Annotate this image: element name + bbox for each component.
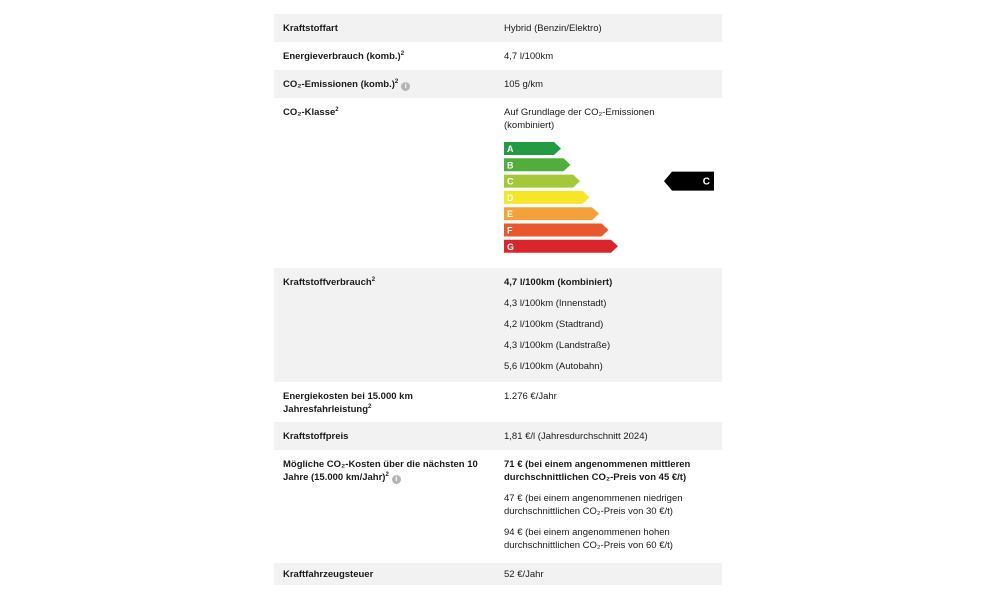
info-icon[interactable]: i bbox=[401, 82, 410, 91]
row-value: 4,7 l/100km bbox=[504, 51, 554, 62]
row-value: 52 €/Jahr bbox=[504, 569, 544, 580]
co2-class-letter-c: C bbox=[507, 176, 514, 187]
row-label: Kraftstoffverbrauch$^2$ bbox=[283, 276, 376, 288]
co2-class-letter-g: G bbox=[507, 241, 515, 252]
co2-class-letter-e: E bbox=[507, 209, 514, 220]
footnote-marker: 2 bbox=[400, 50, 405, 57]
co2-cost-medium: 71 € (bei einem angenommenen mittleren durchschnittlichen CO₂-Preis von 45 €/t) bbox=[504, 459, 691, 483]
row-value: Auf Grundlage der CO₂-Emissionen (kombiniert) bbox=[504, 107, 655, 131]
table-row-vehicle-tax bbox=[274, 563, 722, 585]
co2-class-scale bbox=[504, 142, 722, 262]
info-icon[interactable]: i bbox=[392, 475, 401, 484]
table-row-co2-emissions bbox=[274, 70, 722, 98]
co2-class-letter-f: F bbox=[507, 225, 513, 236]
row-label: CO₂-Klasse$^2$ bbox=[283, 106, 339, 118]
row-value: 1,81 €/l (Jahresdurchschnitt 2024) bbox=[504, 431, 648, 442]
co2-cost-high: 94 € (bei einem angenommenen hohen durchschnittlichen CO₂-Preis von 60 €/t) bbox=[504, 527, 673, 551]
footnote-marker: 2 bbox=[394, 78, 399, 85]
co2-class-letter-b: B bbox=[507, 160, 514, 171]
table-row-energy-consumption bbox=[274, 42, 722, 70]
table-row-fuel-price bbox=[274, 422, 722, 450]
vehicle-data-table bbox=[274, 14, 722, 585]
row-label: Energieverbrauch (komb.)$^2$ bbox=[283, 50, 405, 62]
row-label: Energiekosten bei 15.000 km Jahresfahrleistung$^2$ bbox=[283, 391, 413, 415]
row-label: Kraftstoffpreis bbox=[283, 431, 349, 442]
co2-class-bar-g bbox=[504, 240, 618, 253]
consumption-city: 4,3 l/100km (Innenstadt) bbox=[504, 298, 607, 309]
table-row-fuel-consumption bbox=[274, 268, 722, 382]
footnote-marker: 2 bbox=[385, 471, 389, 478]
row-value: 1.276 €/Jahr bbox=[504, 391, 557, 402]
row-label: CO₂-Emissionen (komb.)$^2$i bbox=[274, 70, 504, 98]
current-class-letter: C bbox=[702, 176, 710, 188]
table-row-energy-costs bbox=[274, 382, 722, 422]
footnote-marker: 2 bbox=[371, 276, 376, 283]
co2-class-bar-c bbox=[504, 175, 580, 188]
footnote-marker: 2 bbox=[368, 403, 372, 410]
row-value: Hybrid (Benzin/Elektro) bbox=[504, 23, 602, 34]
consumption-highway: 5,6 l/100km (Autobahn) bbox=[504, 361, 603, 372]
co2-class-letter-d: D bbox=[507, 192, 514, 203]
table-row-co2-class bbox=[274, 98, 722, 268]
co2-class-letter-a: A bbox=[507, 144, 514, 154]
consumption-combined: 4,7 l/100km (kombiniert) bbox=[504, 277, 613, 288]
row-label: Mögliche CO₂-Kosten über die nächsten 10 Jahre (15.000 km/Jahr)$^2$i bbox=[283, 459, 478, 483]
co2-class-chart bbox=[504, 142, 722, 262]
footnote-marker: 2 bbox=[335, 106, 339, 113]
co2-class-bar-f bbox=[504, 224, 609, 237]
consumption-suburban: 4,2 l/100km (Stadtrand) bbox=[504, 319, 604, 330]
co2-cost-low: 47 € (bei einem angenommenen niedrigen durchschnittlichen CO₂-Preis von 30 €/t) bbox=[504, 493, 683, 517]
co2-class-bar-b bbox=[504, 158, 571, 171]
co2-class-bar-e bbox=[504, 207, 599, 220]
row-label: Kraftfahrzeugsteuer bbox=[283, 569, 374, 580]
consumption-rural: 4,3 l/100km (Landstraße) bbox=[504, 340, 611, 351]
table-row-co2-costs bbox=[274, 450, 722, 563]
co2-class-bar-d bbox=[504, 191, 590, 204]
row-value: 105 g/km bbox=[504, 79, 544, 90]
table-row-fuel-type bbox=[274, 14, 722, 42]
row-label: Kraftstoffart bbox=[283, 23, 338, 34]
